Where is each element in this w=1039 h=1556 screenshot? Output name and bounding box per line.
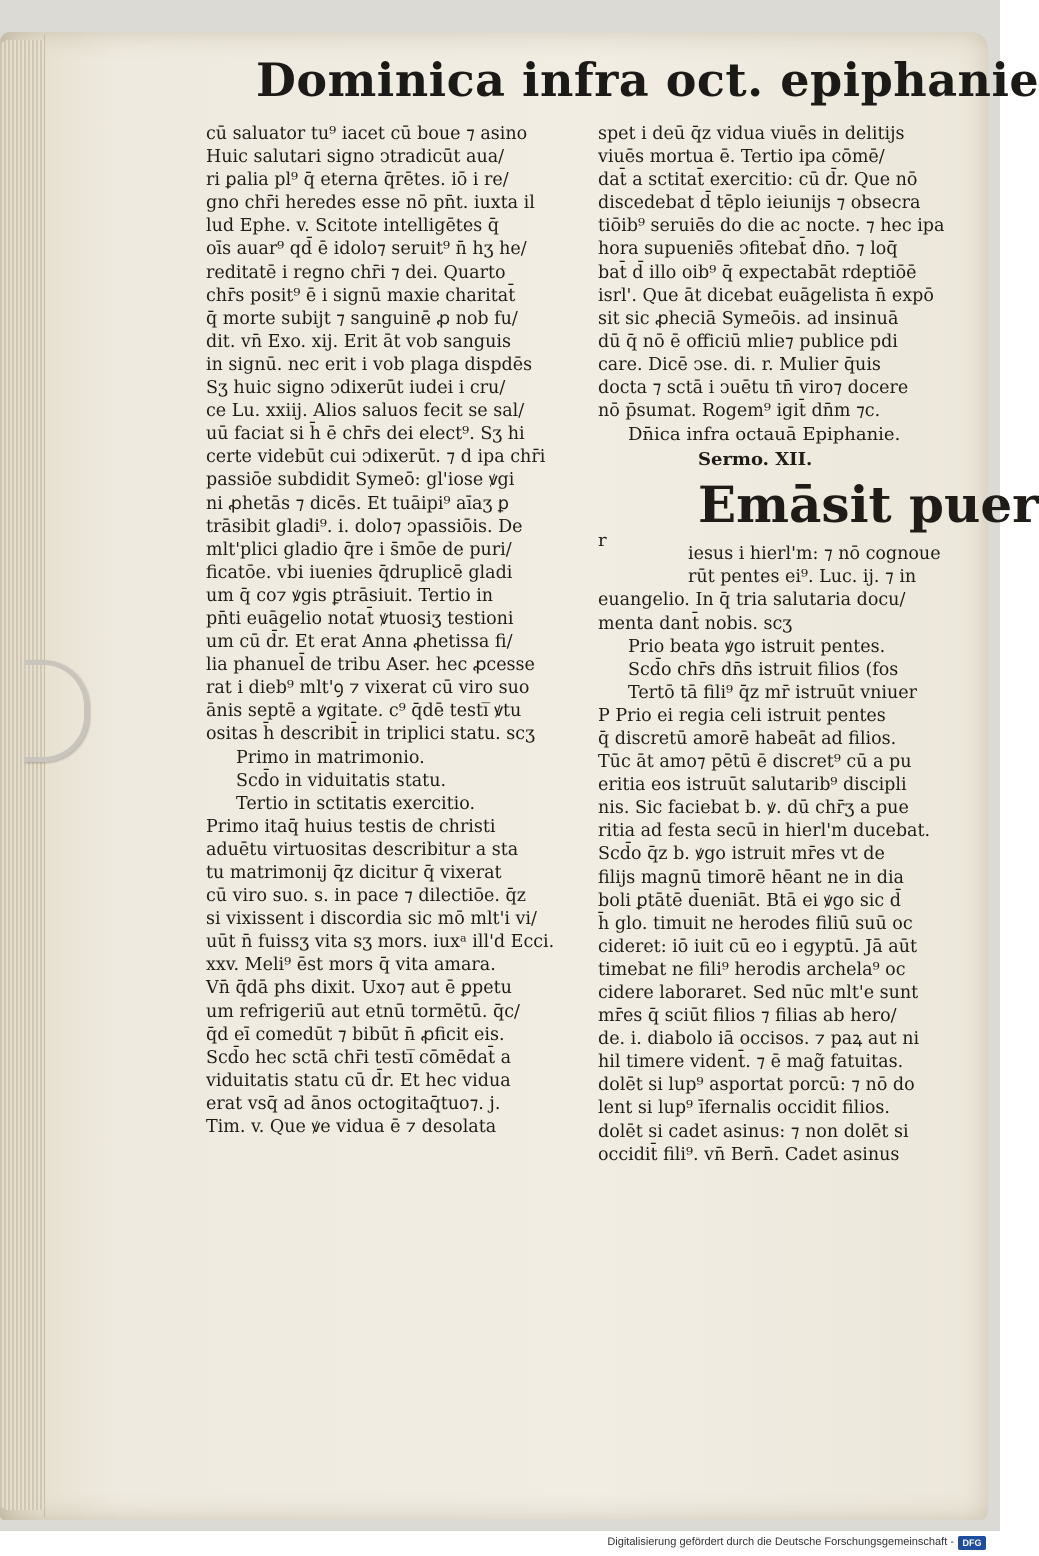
text-line: ritia ad festa secū in hierl'm ducebat.: [598, 821, 931, 842]
text-line: Vn̄ q̄dā phs dixit. Uxo⁊ aut ē ꝑpetu: [206, 978, 512, 999]
text-line: certe videbūt cui ↄdixerūt. ⁊ d ipa chr̄i: [206, 447, 546, 468]
text-line: Prio beata ꝟgo istruit pentes.: [628, 636, 886, 657]
text-line: care. Dicē ↄse. di. r. Mulier q̄uis: [598, 354, 881, 375]
initial-block: [598, 473, 1039, 552]
text-line: ri ꝑalia pl⁹ q̄ eterna q̄rētes. iō i re/: [206, 170, 509, 191]
text-line: si vixissent i discordia sic mō mlt'i vi/: [206, 909, 537, 930]
text-line: Scd̄o chr̄s dn̄s istruit filios (fos: [628, 659, 899, 680]
text-line: eritia eos istruūt salutarib⁹ discipli: [598, 775, 907, 796]
right-column-top: [598, 123, 968, 423]
text-line: mr̄es q̄ sciūt filios ⁊ filias ab hero/: [598, 1006, 897, 1027]
text-line: Scd̄o in viduitatis statu.: [236, 770, 447, 791]
text-line: iesus i hierl'm: ⁊ nō cognoue: [688, 544, 941, 565]
text-line: Tūc āt amo⁊ pētū ē discret⁹ cū a pu: [598, 752, 912, 773]
text-line: passiōe subdidit Symeō: gl'iose ꝟgi: [206, 470, 515, 491]
text-line: viduitatis statu cū d̄r. Et hec vidua: [206, 1070, 511, 1091]
text-line: isrl'. Que āt dicebat euāgelista n̄ expō: [598, 285, 934, 306]
text-line: um refrigeriū aut etnū tormētū. q̄c/: [206, 1001, 520, 1022]
text-line: discedebat d̄ tēplo ieiunijs ⁊ obsecra: [598, 193, 921, 214]
text-line: docta ⁊ sctā i ↄuētu tn̄ viro⁊ docere: [598, 378, 909, 399]
text-line: rūt pentes ei⁹. Luc. ij. ⁊ in: [688, 567, 917, 588]
left-column: [206, 123, 586, 1139]
text-line: spet i deū q̄z vidua viuēs in delitijs: [598, 124, 905, 144]
text-line: chr̄s posit⁹ ē i signū maxie charitat̄: [206, 285, 516, 306]
text-line: filijs magnū timorē hēant ne in dia: [598, 867, 904, 888]
text-line: bat̄ d̄ illo oib⁹ q̄ expectabāt rdeptiōē: [598, 262, 917, 283]
page-edges: [0, 40, 44, 1510]
footer-bar: [0, 1530, 1000, 1556]
text-line: ni ꝓhetās ⁊ dicēs. Et tuāipi⁹ aīaʒ ꝑ: [206, 493, 510, 514]
decorated-initial: Emāsit puer: [698, 475, 1039, 535]
text-line: P Prio ei regia celi istruit pentes: [598, 705, 886, 726]
text-line: q̄d eī comedūt ⁊ bibūt n̄ ꝓficit eis.: [206, 1024, 505, 1045]
text-line: occidit̄ fili⁹. vn̄ Bern̄. Cadet asinus: [598, 1144, 900, 1165]
text-line: xxv. Meli⁹ ēst mors q̄ vita amara.: [206, 955, 496, 976]
text-line: in signū. nec erit i vob plaga dispdēs: [206, 354, 533, 375]
text-line: ositas h̄ describit̄ in triplici statu. scʒ: [206, 724, 535, 745]
text-line: trāsibit gladi⁹. i. dolo⁊ ↄpassiōis. De: [206, 516, 523, 537]
text-line: cidere laboraret. Sed nūc mlt'e sunt: [598, 983, 919, 1003]
text-line: reditatē i regno chr̄i ⁊ dei. Quarto: [206, 262, 506, 283]
text-line: Sʒ huic signo ↄdixerūt iudei i cru/: [206, 378, 506, 399]
sermo-label: Sermo. XII.: [698, 449, 813, 471]
text-line: Tertio in sctitatis exercitio.: [236, 793, 476, 814]
text-line: lent si lup⁹ īfernalis occidit filios.: [598, 1098, 890, 1119]
text-line: dit. vn̄ Exo. xij. Erit āt vob sanguis: [206, 331, 511, 352]
right-column: [598, 123, 1039, 1167]
footer-credit: Digitalisierung gefördert durch die Deutsche Forschungsgemeinschaft -: [607, 1536, 954, 1548]
text-line: ānis septē a ꝟgitate. c⁹ q̄dē testi̅ ꝟtu: [206, 701, 522, 722]
running-header: Dominica infra oct. epiphanie: [256, 53, 1039, 107]
text-line: cū viro suo. s. in pace ⁊ dilectiōe. q̄z: [206, 886, 526, 907]
text-line: lud Ephe. v. Scitote intelligētes q̄: [206, 216, 499, 237]
text-line: Tertō tā fili⁹ q̄z mr̄ istruūt vniuer: [628, 682, 918, 703]
text-line: h̄ glo. timuit ne herodes filiū suū oc: [598, 913, 913, 934]
text-line: Tim. v. Que ꝟe vidua ē ⁊ desolata: [206, 1117, 497, 1138]
text-line: hora supueniēs ↄfitebat̄ dn̄o. ⁊ loq̄: [598, 239, 898, 260]
text-line: gno chr̄i heredes esse nō pn̄t. iuxta il: [206, 193, 535, 214]
text-line: timebat ne fili⁹ herodis archela⁹ oc: [598, 959, 906, 980]
text-line: tiōib⁹ seruiēs do die ac nocte. ⁊ hec ipa: [598, 216, 945, 237]
text-line: viuēs mortua ē. Tertio ipa cōmē/: [598, 147, 885, 168]
text-line: euangelio. In q̄ tria salutaria docu/: [598, 590, 906, 611]
text-line: menta dant̄ nobis. scʒ: [598, 613, 793, 634]
text-line: Primo itaq̄ huius testis de christi: [206, 816, 496, 837]
text-line: oīs auar⁹ qd̄ ē idolo⁊ seruit⁹ n̄ hʒ he/: [206, 239, 527, 260]
text-line: mlt'plici gladio q̄re i s̄mōe de puri/: [206, 539, 512, 560]
text-line: q̄ discretū amorē habeāt ad filios.: [598, 728, 897, 749]
text-line: de. i. diabolo iā occisos. ⁊ paꝝ aut ni: [598, 1029, 920, 1050]
text-line: dolēt si lup⁹ asportat porcū: ⁊ nō do: [598, 1075, 915, 1096]
text-line: uū faciat si h̄ ē chr̄s dei elect⁹. Sʒ hi: [206, 424, 525, 445]
text-line: Scd̄o q̄z b. ꝟgo istruit mr̄es vt de: [598, 844, 885, 865]
text-line: um cū d̄r. Et erat Anna ꝓhetissa fi/: [206, 632, 513, 653]
margin-marker: r: [598, 530, 607, 552]
text-line: dolēt si cadet asinus: ⁊ non dolēt si: [598, 1121, 909, 1142]
text-line: uūt n̄ fuissʒ vita sʒ mors. iuxᵃ ill'd Ecci.: [206, 932, 555, 953]
text-line: pn̄ti euāgelio notat̄ ꝟtuosiʒ testioni: [206, 608, 514, 629]
text-line: lia phanuel̄ de tribu Aser. hec ꝓcesse: [206, 655, 535, 676]
text-line: ce Lu. xxiij. Alios saluos fecit se sal/: [206, 401, 525, 422]
text-line: um q̄ co⁊ ꝟgis ꝑtrāsiuit. Tertio in: [206, 585, 494, 606]
text-line: dat̄ a sctitat̄ exercitio: cū d̄r. Que nō: [598, 170, 918, 191]
text-line: Scd̄o hec sctā chr̄i testi̅ cōmēdat̄ a: [206, 1047, 512, 1068]
text-line: tu matrimonij q̄z dicitur q̄ vixerat: [206, 863, 502, 883]
text-line: nis. Sic faciebat b. ꝟ. dū chr̄ʒ a pue: [598, 798, 909, 819]
text-line: sit sic ꝓheciā Symeōis. ad insinuā: [598, 308, 899, 329]
text-line: cideret: iō iuit cū eo i egyptū. Jā aūt: [598, 936, 917, 957]
text-line: dū q̄ nō ē officiū mlie⁊ publice pdi: [598, 331, 898, 352]
text-line: ficatōe. vbi iuenies q̄druplicē gladi: [206, 562, 513, 583]
right-column-bottom: [598, 589, 968, 1166]
text-line: aduētu virtuositas describitur a sta: [206, 839, 519, 860]
text-line: hil timere vident̄. ⁊ ē mag̃ fatuitas.: [598, 1052, 904, 1073]
rubric-title: Dn̄ica infra octauā Epiphanie.: [628, 424, 901, 446]
text-line: boli ꝑtātē d̄ueniāt. Btā ei ꝟgo sic d̄: [598, 890, 901, 911]
text-line: Primo in matrimonio.: [236, 747, 425, 768]
text-line: q̄ morte subijt ⁊ sanguinē ꝓ nob fu/: [206, 308, 518, 329]
text-line: Huic salutari signo ↄtradicūt aua/: [206, 147, 505, 168]
text-line: rat i dieb⁹ mlt'ꝯ ⁊ vixerat cū viro suo: [206, 678, 530, 699]
text-line: nō p̄sumat. Rogem⁹ igit̄ dn̄m ⁊c.: [598, 401, 881, 422]
text-line: erat vsq̄ ad ānos octogitaq̄tuo⁊. j.: [206, 1093, 501, 1114]
dfg-logo-badge: DFG: [958, 1536, 986, 1550]
right-column-after-initial: [598, 543, 968, 589]
text-line: cū saluator tu⁹ iacet cū boue ⁊ asino: [206, 124, 528, 144]
